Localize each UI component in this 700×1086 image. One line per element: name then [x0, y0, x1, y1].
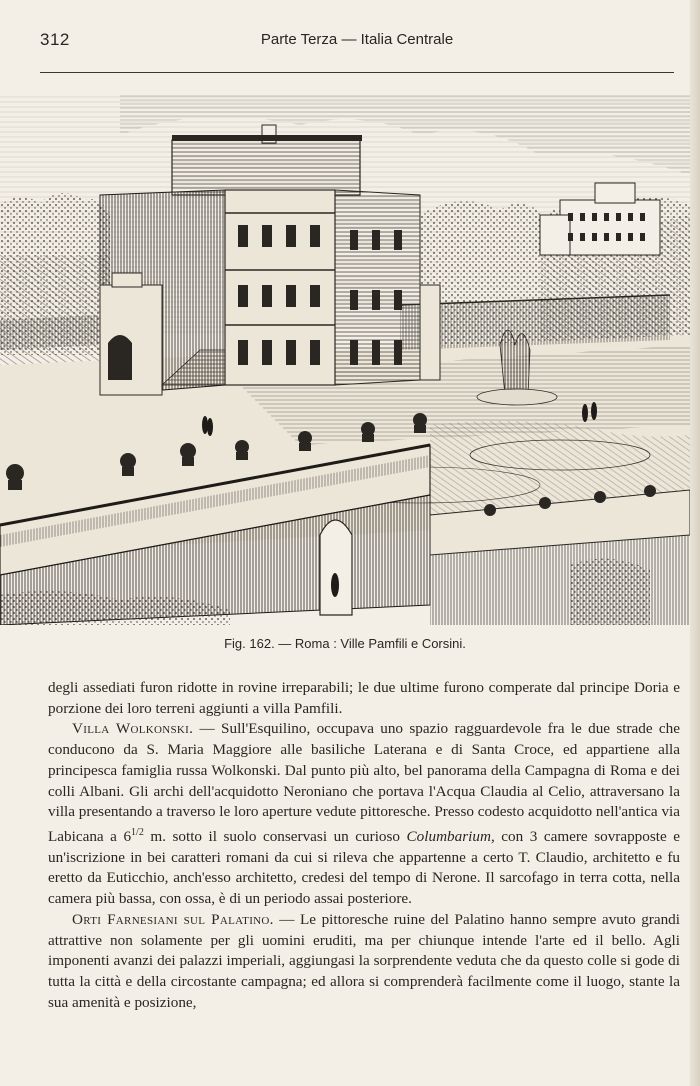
columbarium-term: Columbarium — [406, 827, 491, 845]
villa-engraving — [0, 95, 690, 625]
running-title: Parte Terza — Italia Centrale — [260, 31, 454, 48]
header-rule — [40, 72, 674, 73]
fraction: 1/2 — [131, 826, 144, 838]
page-edge — [690, 0, 700, 1086]
section-heading-orti-farnesiani: Orti Farnesiani sul Palatino. — [72, 910, 274, 928]
running-head — [40, 30, 674, 56]
engraving-illustration — [0, 95, 690, 625]
paragraph-orti-farnesiani: Orti Farnesiani sul Palatino. — Le pittoresche ruine del Palatino hanno sempre avuto grandi attrattive non solamente per gli uomini eruditi, ma per chiunque intende l'arte ed il bello. Agli imponenti avanzi dei palazzi imperiali, aggiungasi la sorprendente veduta che da questo colle si gode di tutta la città e della circostante campagna; ed allora si comprenderà facilmente come il luogo, stante la sua amenità e posizione, — [48, 910, 680, 1011]
figure-caption: Fig. 162. — Roma : Ville Pamfili e Corsini. — [224, 636, 466, 651]
section-heading-villa-wolkonski: Villa Wolkonski. — [72, 720, 194, 738]
body-text — [48, 678, 680, 1013]
page-number: 312 — [40, 30, 70, 49]
paragraph-continuation: degli assediati furon ridotte in rovine irreparabili; le due ultime furono comperate dal principe Doria e porzione dei loro terreni aggiunti a villa Pamfili. — [48, 679, 680, 717]
paragraph-villa-wolkonski: Villa Wolkonski. — Sull'Esquilino, occupava uno spazio ragguardevole fra le due strade che conducono da S. Maria Maggiore alle basiliche Laterana e di Santa Croce, ed appartiene alla principesca famiglia russa Wolkonski. Dal punto più alto, bel panorama della Campagna di Roma e dei colli Albani. Gli archi dell'acquidotto Neroniano che portava l'Acqua Claudia al Celio, attraversano la villa presentando a traverso le loro aperture vedute pittoresche. Presso codesto acquidotto nell'antica via Labicana a $6^{1/2}$ m. sotto il suolo conservasi un curioso Columbarium, con 3 camere sovrapposte e un'iscrizione in bei caratteri romani da cui si rileva che appartenne a certo T. Claudio, architetto e fu eretto da Euticchio, anch'esso architetto, credesi del tempo di Nerone. Il sarcofago in terra cotta, nella camera più bassa, con ossa, è di un periodo assai posteriore. — [48, 720, 681, 908]
